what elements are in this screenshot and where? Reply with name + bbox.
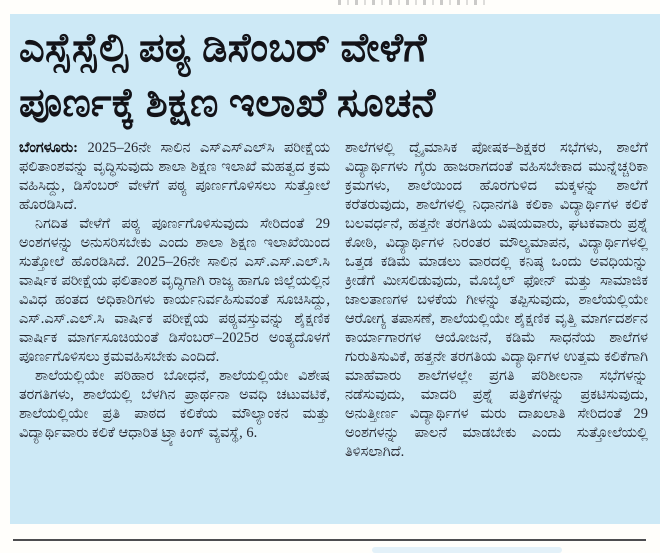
article-headline bbox=[19, 20, 648, 130]
right-column bbox=[345, 139, 648, 507]
headline-line-2: ಪೂರ್ಣಕ್ಕೆ ಶಿಕ್ಷಣ ಇಲಾಖೆ ಸೂಚನೆ bbox=[19, 80, 436, 125]
paragraph-4: ಶಾಲೆಗಳಲ್ಲಿ ದ್ವೈಮಾಸಿಕ ಪೋಷಕ–ಶಿಕ್ಷಕರ ಸಭೆಗಳು, ಶಾಲೆಗೆ ವಿದ್ಯಾರ್ಥಿಗಳು ಗೈರು ಹಾಜರಾಗದಂತೆ ವಹಿಸಬೇಕಾದ ಮುನ್ನೆಚ್ಚರಿಕಾ ಕ್ರಮಗಳು, ಶಾಲೆಯಿಂದ ಹೊರಗುಳಿದ ಮಕ್ಕಳನ್ನು ಶಾಲೆಗೆ ಕರೆತರುವುದು, ಶಾಲೆಗಳಲ್ಲಿ ನಿಧಾನಗತಿ ಕಲಿಕಾ ವಿದ್ಯಾರ್ಥಿಗಳ ಕಲಿಕೆ ಬಲವರ್ಧನೆ, ಹತ್ತನೇ ತರಗತಿಯ ವಿಷಯವಾರು, ಘಟಕವಾರು ಪ್ರಶ್ನೆ ಕೋಠಿ, ವಿದ್ಯಾರ್ಥಿಗಳ ನಿರಂತರ ಮೌಲ್ಯಮಾಪನ, ವಿದ್ಯಾರ್ಥಿಗಳಲ್ಲಿ ಒತ್ತಡ ಕಡಿಮೆ ಮಾಡಲು ವಾರದಲ್ಲಿ ಕನಿಷ್ಠ ಒಂದು ಅವಧಿಯನ್ನು ಕ್ರೀಡೆಗೆ ಮೀಸಲಿಡುವುದು, ಮೊಬೈಲ್ ಫೋನ್ ಮತ್ತು ಸಾಮಾಜಿಕ ಜಾಲತಾಣಗಳ ಬಳಕೆಯ ಗೀಳನ್ನು ತಪ್ಪಿಸುವುದು, ಶಾಲೆಯಲ್ಲಿಯೇ ಆರೋಗ್ಯ ತಪಾಸಣೆ, ಶಾಲೆಯಲ್ಲಿಯೇ ಶೈಕ್ಷಣಿಕ ವೃತ್ತಿ ಮಾರ್ಗದರ್ಶನ ಕಾರ್ಯಾಗಾರಗಳ ಆಯೋಜನೆ, ಕಡಿಮೆ ಸಾಧನೆಯ ಶಾಲೆಗಳ ಗುರುತಿಸುವಿಕೆ, ಹತ್ತನೇ ತರಗತಿಯ ವಿದ್ಯಾರ್ಥಿಗಳ ಉತ್ತಮ ಕಲಿಕೆಗಾಗಿ ಮಾಹೆವಾರು ಶಾಲೆಗಳಲ್ಲೇ ಪ್ರಗತಿ ಪರಿಶೀಲನಾ ಸಭೆಗಳನ್ನು ನಡೆಸುವುದು, ಮಾದರಿ ಪ್ರಶ್ನೆ ಪತ್ರಿಕೆಗಳನ್ನು ಪ್ರಕಟಿಸುವುದು, ಅನುತ್ತೀರ್ಣ ವಿದ್ಯಾರ್ಥಿಗಳ ಮರು ದಾಖಲಾತಿ ಸೇರಿದಂತೆ 29 ಅಂಶಗಳನ್ನು ಪಾಲನೆ ಮಾಡಬೇಕು ಎಂದು ಸುತ್ತೋಲೆಯಲ್ಲಿ ತಿಳಿಸಲಾಗಿದೆ. bbox=[345, 140, 648, 460]
newspaper-clipping bbox=[10, 14, 660, 524]
paragraph-3: ಶಾಲೆಯಲ್ಲಿಯೇ ಪರಿಹಾರ ಬೋಧನೆ, ಶಾಲೆಯಲ್ಲಿಯೇ ವಿಶೇಷ ತರಗತಿಗಳು, ಶಾಲೆಯಲ್ಲಿ ಬೆಳಗಿನ ಪ್ರಾರ್ಥನಾ ಅವಧಿ ಚಟುವಟಿಕೆ, ಶಾಲೆಯಲ್ಲಿಯೇ ಪ್ರತಿ ಪಾಠದ ಕಲಿಕೆಯ ಮೌಲ್ಯಾಂಕನ ಮತ್ತು ವಿದ್ಯಾರ್ಥಿವಾರು ಕಲಿಕೆ ಆಧಾರಿತ ಟ್ರ್ಯಾಕಿಂಗ್ ವ್ಯವಸ್ಥೆ, 6. bbox=[19, 368, 330, 441]
paragraph-lead bbox=[19, 139, 330, 215]
cropped-text-fragment bbox=[338, 0, 488, 5]
dateline: ಬೆಂಗಳೂರು: bbox=[19, 140, 78, 156]
print-bleed-smudge bbox=[372, 547, 562, 553]
paragraph-lead-text: 2025–26ನೇ ಸಾಲಿನ ಎಸ್‌ಎಸ್‌ಎಲ್‌ಸಿ ಪರೀಕ್ಷೆಯ ಫಲಿತಾಂಶವನ್ನು ವೃದ್ಧಿಸುವುದು ಶಾಲಾ ಶಿಕ್ಷಣ ಇಲಾಖೆ ಮಹತ್ವದ ಕ್ರಮ ವಹಿಸಿದ್ದು, ಡಿಸೆಂಬರ್ ವೇಳೆಗೆ ಪಠ್ಯ ಪೂರ್ಣಗೊಳಿಸಲು ಸುತ್ತೋಲೆ ಹೊರಡಿಸಿದೆ. bbox=[19, 140, 330, 213]
paragraph-2: ನಿಗದಿತ ವೇಳೆಗೆ ಪಠ್ಯ ಪೂರ್ಣಗೊಳಿಸುವುದು ಸೇರಿದಂತೆ 29 ಅಂಶಗಳನ್ನು ಅನುಸರಿಸಬೇಕು ಎಂದು ಶಾಲಾ ಶಿಕ್ಷಣ ಇಲಾಖೆಯಿಂದ ಸುತ್ತೋಲೆ ಹೊರಡಿಸಿದೆ. 2025–26ನೇ ಸಾಲಿನ ಎಸ್.ಎಸ್.ಎಲ್.ಸಿ ವಾರ್ಷಿಕ ಪರೀಕ್ಷೆಯ ಫಲಿತಾಂಶ ವೃದ್ಧಿಗಾಗಿ ರಾಜ್ಯ ಹಾಗೂ ಜಿಲ್ಲೆಯಲ್ಲಿನ ವಿವಿಧ ಹಂತದ ಅಧಿಕಾರಿಗಳು ಕಾರ್ಯನಿರ್ವಹಿಸುವಂತೆ ಸೂಚಿಸಿದ್ದು, ಎಸ್.ಎಸ್.ಎಲ್.ಸಿ ವಾರ್ಷಿಕ ಪರೀಕ್ಷೆಯ ಪಠ್ಯವಸ್ತುವನ್ನು ಶೈಕ್ಷಣಿಕ ವಾರ್ಷಿಕ ಮಾರ್ಗಸೂಚಿಯಂತೆ ಡಿಸೆಂಬರ್–2025ರ ಅಂತ್ಯದೊಳಗೆ ಪೂರ್ಣಗೊಳಿಸಲು ಕ್ರಮವಹಿಸಬೇಕು ಎಂದಿದೆ. bbox=[19, 216, 330, 365]
bottom-divider-rule bbox=[13, 539, 646, 541]
left-column bbox=[19, 139, 330, 507]
article-body bbox=[19, 139, 648, 507]
headline-line-1: ಎಸ್ಸೆಸ್ಸೆಲ್ಸಿ ಪಠ್ಯ ಡಿಸೆಂಬರ್ ವೇಳೆಗೆ bbox=[19, 25, 427, 70]
